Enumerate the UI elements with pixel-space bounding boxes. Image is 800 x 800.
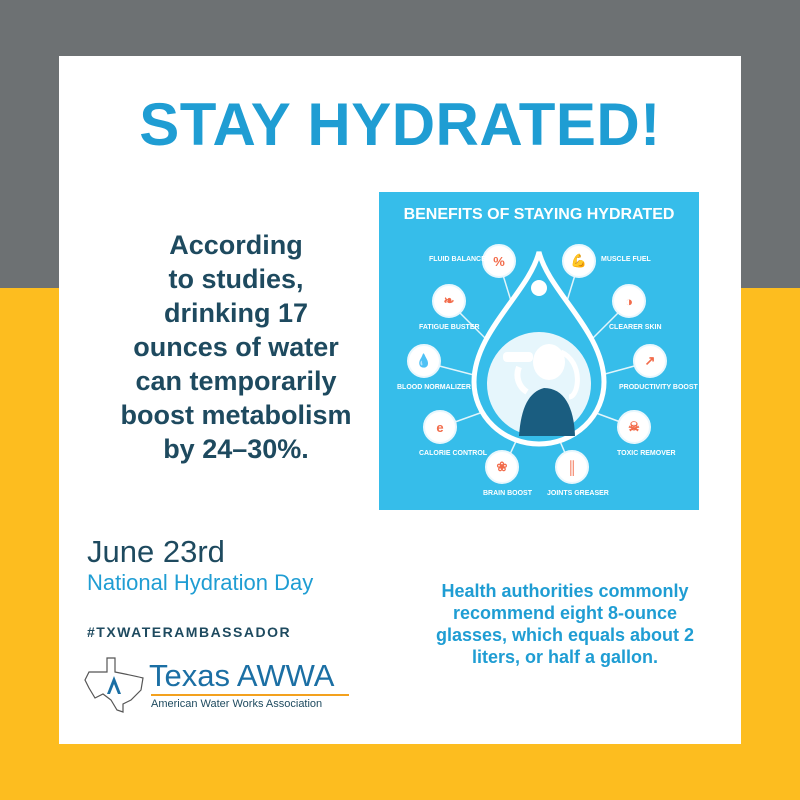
joint-icon: ║	[555, 450, 589, 484]
poster-card	[59, 56, 741, 744]
skull-icon: ☠	[617, 410, 651, 444]
benefit-label: CLEARER SKIN	[609, 324, 662, 331]
benefit-label: MUSCLE FUEL	[601, 256, 651, 263]
water-recommendation-text: Health authorities commonly recommend eight 8-ounce glasses, which equals about 2 liters, or half a gallon.	[435, 581, 695, 667]
benefit-label: CALORIE CONTROL	[419, 450, 488, 457]
face-icon: ◑	[612, 284, 646, 318]
benefits-infographic	[379, 192, 699, 510]
benefit-label: BLOOD NORMALIZER	[397, 384, 471, 391]
event-name: National Hydration Day	[87, 570, 314, 595]
logo-wordmark	[149, 658, 334, 694]
logo-divider	[151, 694, 349, 696]
growth-chart-icon: ↗	[633, 344, 667, 378]
logo-subtitle: American Water Works Association	[151, 698, 323, 710]
brain-icon: ❀	[485, 450, 519, 484]
percent-icon: %	[482, 244, 516, 278]
logo-name-texas: Texas	[149, 658, 230, 693]
infographic-title: BENEFITS OF STAYING HYDRATED	[403, 206, 675, 223]
benefit-label: PRODUCTIVITY BOOST	[619, 384, 698, 391]
hashtag: #TXWATERAMBASSADOR	[87, 624, 292, 640]
logo-name-awwa: AWWA	[236, 658, 335, 693]
flexed-arm-icon: 💪	[562, 244, 596, 278]
benefit-label: JOINTS GREASER	[547, 490, 609, 497]
calorie-icon: e	[423, 410, 457, 444]
benefit-label: BRAIN BOOST	[483, 490, 532, 497]
texas-awwa-logo	[81, 654, 361, 718]
wing-icon: ❧	[432, 284, 466, 318]
metabolism-fact-text: According to studies, drinking 17 ounces of water can temporarily boost metabolism by 24–30%.	[120, 230, 352, 464]
benefit-label: FLUID BALANCE	[429, 256, 486, 263]
event-date: June 23rd	[87, 534, 225, 569]
texas-state-outline-icon	[81, 654, 147, 714]
benefit-label: FATIGUE BUSTER	[419, 324, 480, 331]
headline: STAY HYDRATED!	[139, 91, 661, 158]
blood-drop-icon: 💧	[407, 344, 441, 378]
benefit-label: TOXIC REMOVER	[617, 450, 676, 457]
